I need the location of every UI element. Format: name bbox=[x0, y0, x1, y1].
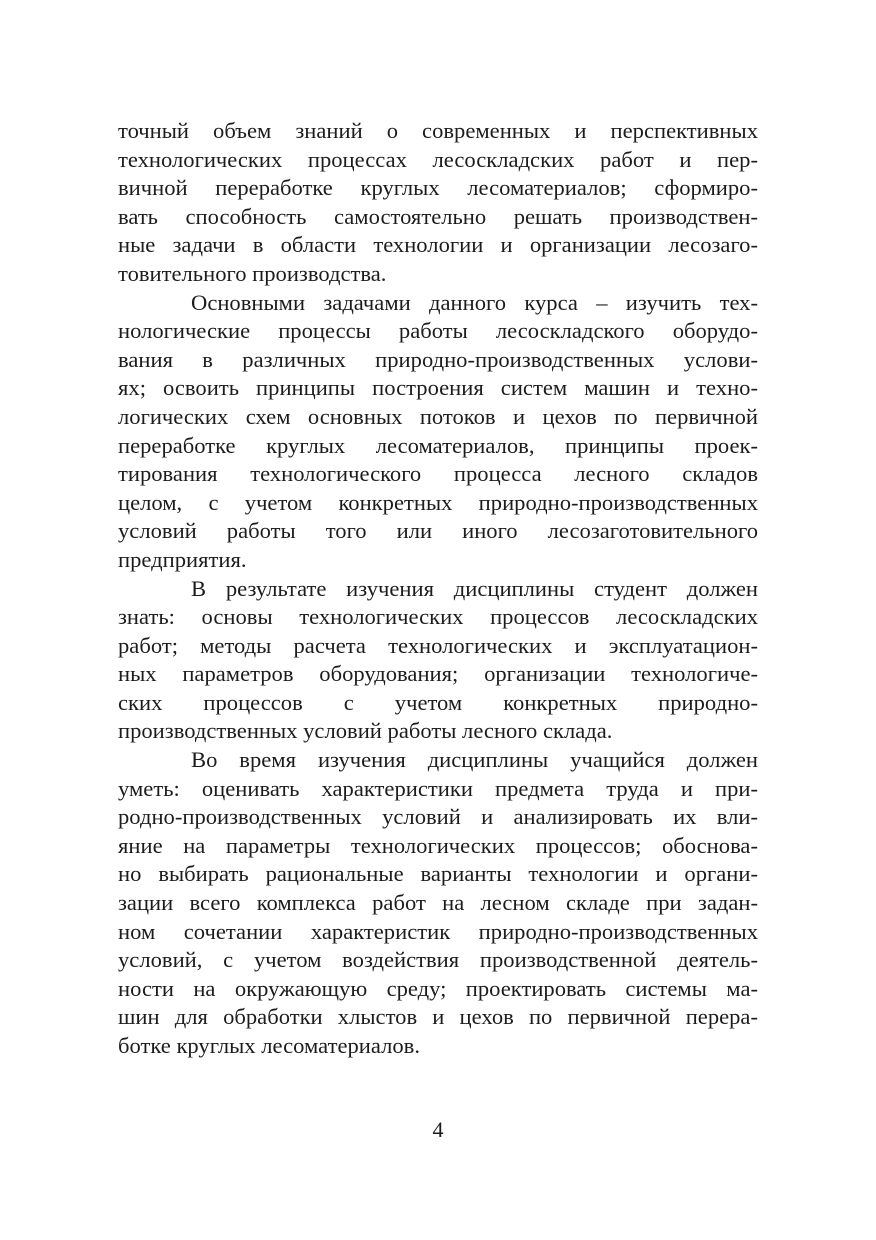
text-line: нологические процессы работы лесоскладского оборудо- bbox=[118, 318, 758, 344]
paragraph-4 bbox=[118, 746, 758, 1061]
text-line: родно-производственных условий и анализировать их вли- bbox=[118, 804, 758, 830]
text-line: ном сочетании характеристик природно-производственных bbox=[118, 918, 758, 944]
text-line: знать: основы технологических процессов лесоскладских bbox=[118, 604, 758, 630]
text-line: но выбирать рациональные варианты технологии и органи- bbox=[118, 861, 758, 887]
text-line: ботке круглых лесоматериалов. bbox=[118, 1033, 421, 1058]
text-line: ских процессов с учетом конкретных природно- bbox=[118, 689, 758, 715]
text-line: вания в различных природно-производственных услови- bbox=[118, 346, 758, 372]
text-line: производственных условий работы лесного склада. bbox=[118, 718, 613, 744]
text-line: Во время изучения дисциплины учащийся должен bbox=[191, 747, 758, 773]
text-line: уметь: оценивать характеристики предмета труда и при- bbox=[118, 775, 758, 801]
text-line: точный объем знаний о современных и перспективных bbox=[118, 118, 758, 143]
text-line: логических схем основных потоков и цехов по первичной bbox=[118, 403, 758, 429]
text-line: переработке круглых лесоматериалов, принципы проек- bbox=[118, 432, 758, 458]
text-line: работ; методы расчета технологических и эксплуатацион- bbox=[118, 632, 758, 658]
text-line: В результате изучения дисциплины студент должен bbox=[191, 575, 758, 601]
text-line: условий работы того или иного лесозаготовительного bbox=[118, 518, 758, 544]
text-line: ях; освоить принципы построения систем машин и техно- bbox=[118, 375, 758, 401]
text-line: условий, с учетом воздействия производственной деятель- bbox=[118, 947, 758, 973]
text-line: предприятия. bbox=[118, 546, 247, 572]
text-line: тирования технологического процесса лесного складов bbox=[118, 461, 758, 487]
text-line: товительного производства. bbox=[118, 260, 387, 286]
text-line: яние на параметры технологических процессов; обоснова- bbox=[118, 832, 758, 858]
paragraph-3 bbox=[118, 575, 758, 747]
text-line: ных параметров оборудования; организации технологиче- bbox=[118, 661, 758, 687]
text-line: технологических процессах лесоскладских работ и пер- bbox=[118, 146, 758, 172]
text-line: Основными задачами данного курса – изучить тех- bbox=[191, 289, 758, 315]
body-text bbox=[118, 117, 758, 1061]
text-line: целом, с учетом конкретных природно-производственных bbox=[118, 489, 758, 515]
text-line: зации всего комплекса работ на лесном складе при задан- bbox=[118, 890, 758, 916]
text-line: шин для обработки хлыстов и цехов по первичной перера- bbox=[118, 1004, 758, 1030]
paragraph-2 bbox=[118, 289, 758, 575]
text-line: вать способность самостоятельно решать производствен- bbox=[118, 203, 758, 229]
page-number: 4 bbox=[432, 1117, 444, 1142]
paragraph-1 bbox=[118, 117, 758, 289]
text-line: вичной переработке круглых лесоматериалов; сформиро- bbox=[118, 175, 758, 201]
text-line: ные задачи в области технологии и организации лесозаго- bbox=[118, 232, 758, 258]
text-line: ности на окружающую среду; проектировать системы ма- bbox=[118, 975, 758, 1001]
